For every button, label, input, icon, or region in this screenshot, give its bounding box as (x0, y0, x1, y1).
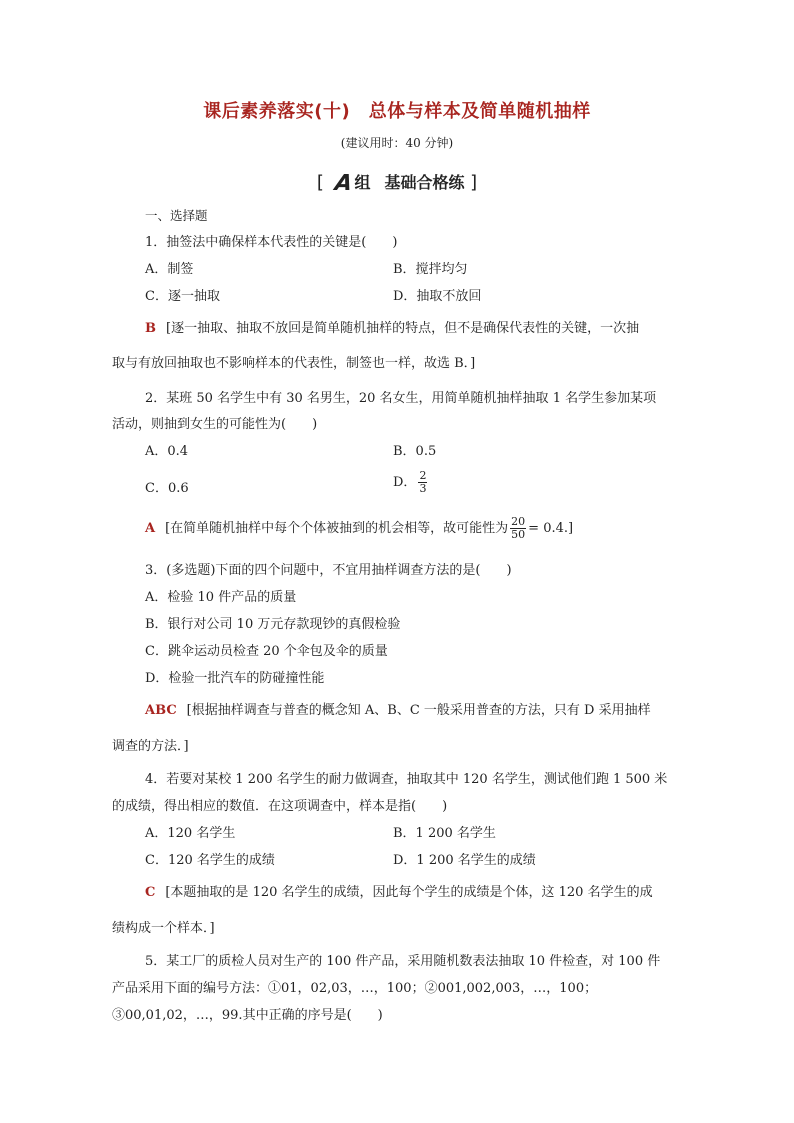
q1-option-a: A．制签 (145, 262, 194, 277)
q1-explanation-line1: B [逐一抽取、抽取不放回是简单随机抽样的特点，但不是确保代表性的关键，一次抽 (145, 321, 640, 336)
q2-option-d-fraction: $\frac{2}{3}$ (419, 469, 427, 495)
q2-option-d: D． $\frac{2}{3}$ (393, 469, 427, 495)
q1-option-b: B．搅拌均匀 (393, 262, 468, 277)
q5-stem-line2: 产品采用下面的编号方法：①01，02,03，…，100；②001,002,003，…，100； (112, 981, 598, 996)
group-name: 基础合格练 (384, 173, 465, 192)
group-header (0, 170, 794, 196)
q3-option-d: D．检验一批汽车的防碰撞性能 (145, 671, 325, 686)
q4-option-c: C．120 名学生的成绩 (145, 853, 275, 868)
q3-option-a: A．检验 10 件产品的质量 (145, 590, 297, 605)
q2-option-c: C．0.6 (145, 481, 189, 496)
q3-explanation-line2: 调查的方法．] (112, 739, 189, 754)
page-title: 课后素养落实(十) 总体与样本及简单随机抽样 (203, 101, 591, 122)
q4-stem-line1: 4．若要对某校 1 200 名学生的耐力做调查，抽取其中 120 名学生，测试他们跑 1 500 米 (145, 772, 668, 787)
q4-explanation-line2: 绩构成一个样本．] (112, 921, 215, 936)
q2-stem-line2: 活动，则抽到女生的可能性为( ) (112, 417, 318, 432)
section-label: 一、选择题 (145, 208, 208, 223)
q3-option-b: B．银行对公司 10 万元存款现钞的真假检验 (145, 617, 401, 632)
q2-stem-line1: 2．某班 50 名学生中有 30 名男生，20 名女生，用简单随机抽样抽取 1 名学生参加某项 (145, 391, 657, 406)
q2-option-b: B．0.5 (393, 444, 437, 459)
group-bracket-right: ] (470, 172, 478, 193)
q4-answer: C (145, 885, 156, 900)
group-letter: A (333, 171, 355, 196)
q4-option-d: D．1 200 名学生的成绩 (393, 853, 536, 868)
q1-option-c: C．逐一抽取 (145, 289, 220, 304)
q5-stem-line3: ③00,01,02，…，99.其中正确的序号是( ) (112, 1008, 383, 1023)
q1-explanation-line2: 取与有放回抽取也不影响样本的代表性，制签也一样，故选 B．] (112, 356, 476, 371)
q4-option-a: A．120 名学生 (145, 826, 236, 841)
q4-stem-line2: 的成绩，得出相应的数值．在这项调查中，样本是指( ) (112, 799, 448, 814)
q4-explanation-line1: C [本题抽取的是 120 名学生的成绩，因此每个学生的成绩是个体，这 120 名学生的成 (145, 885, 653, 900)
q2-explanation: A [在简单随机抽样中每个个体被抽到的机会相等，故可能性为 $\frac{20}{50}$ = 0.4.] (145, 515, 574, 541)
q5-stem-line1: 5．某工厂的质检人员对生产的 100 件产品，采用随机数表法抽取 10 件检查，对 100 件 (145, 954, 661, 969)
q2-explanation-fraction: $\frac{20}{50}$ (511, 515, 526, 541)
q4-option-b: B．1 200 名学生 (393, 826, 496, 841)
group-label: 组 (354, 173, 371, 192)
q3-answer: ABC (145, 703, 177, 718)
q1-answer: B (145, 321, 156, 336)
q2-option-a: A．0.4 (145, 444, 189, 459)
q3-option-c: C．跳伞运动员检查 20 个伞包及伞的质量 (145, 644, 388, 659)
q2-answer: A (145, 521, 156, 536)
time-hint: (建议用时：40 分钟) (340, 136, 454, 150)
q3-explanation-line1: ABC [根据抽样调查与普查的概念知 A、B、C 一般采用普查的方法，只有 D 采用抽样 (145, 703, 651, 718)
q3-stem: 3．(多选题)下面的四个问题中，不宜用抽样调查方法的是( ) (145, 563, 512, 578)
q1-option-d: D．抽取不放回 (393, 289, 482, 304)
q1-stem: 1．抽签法中确保样本代表性的关键是( ) (145, 235, 398, 250)
group-bracket-left: [ (316, 172, 324, 193)
